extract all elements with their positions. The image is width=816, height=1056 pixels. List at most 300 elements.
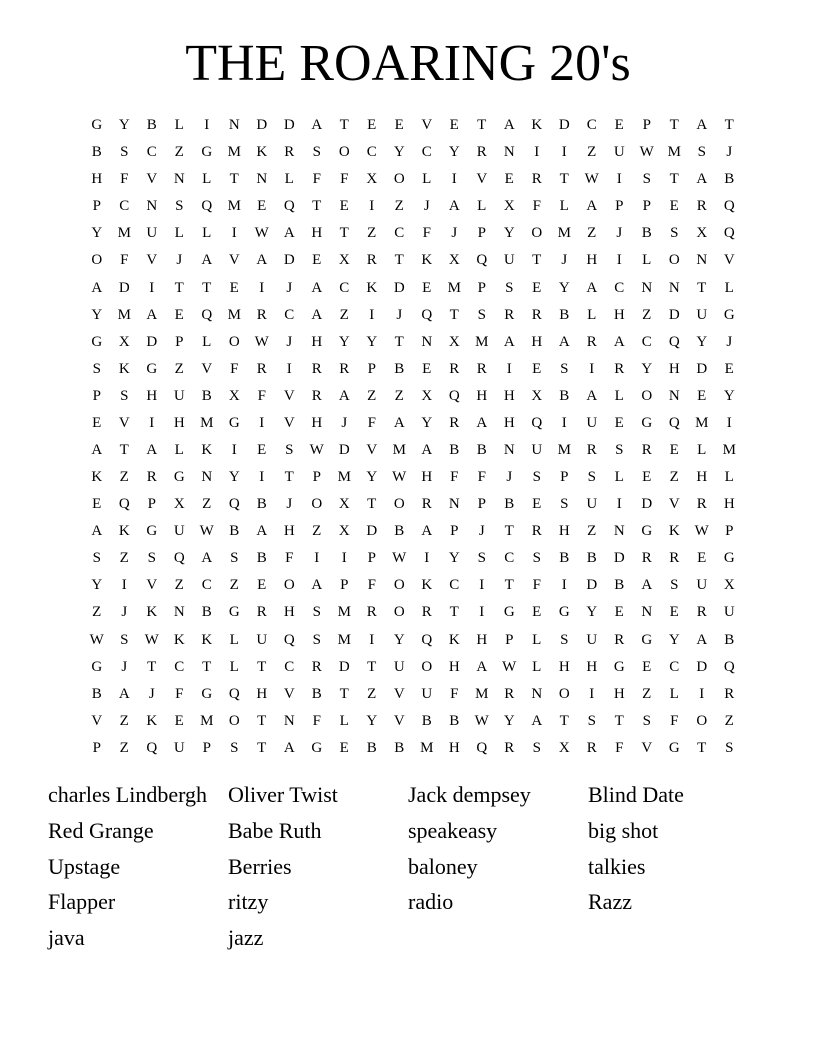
grid-letter: I: [424, 550, 430, 567]
grid-letter: E: [92, 414, 102, 431]
grid-letter: U: [696, 577, 708, 594]
grid-letter: B: [449, 441, 460, 458]
word-list-item: Razz: [588, 889, 632, 915]
grid-letter: Y: [91, 306, 103, 323]
grid-letter: G: [173, 469, 185, 486]
grid-letter: I: [616, 496, 622, 513]
grid-letter: A: [613, 333, 625, 350]
word-search-grid: [83, 112, 743, 762]
grid-letter: B: [559, 387, 570, 404]
grid-letter: C: [504, 550, 515, 567]
grid-letter: E: [614, 117, 624, 134]
grid-letter: Q: [421, 631, 433, 648]
grid-row: [83, 383, 743, 410]
grid-letter: J: [396, 306, 403, 323]
grid-letter: G: [613, 658, 625, 675]
word-list-item: Jack dempsey: [408, 782, 531, 807]
grid-letter: S: [615, 441, 624, 458]
grid-letter: V: [366, 441, 378, 458]
grid-letter: R: [256, 360, 267, 377]
grid-letter: E: [312, 252, 322, 269]
grid-letter: X: [723, 577, 735, 594]
grid-letter: O: [531, 225, 543, 242]
grid-letter: J: [423, 198, 430, 215]
grid-letter: D: [613, 550, 625, 567]
grid-letter: B: [559, 306, 570, 323]
grid-letter: M: [447, 279, 461, 296]
grid-letter: W: [392, 469, 407, 486]
grid-letter: D: [256, 117, 268, 134]
grid-letter: O: [283, 577, 295, 594]
grid-letter: N: [531, 685, 543, 702]
grid-row: [83, 491, 743, 518]
grid-letter: F: [422, 225, 431, 242]
grid-letter: I: [561, 414, 567, 431]
grid-letter: Q: [201, 306, 213, 323]
grid-letter: Q: [283, 631, 295, 648]
grid-letter: L: [532, 631, 542, 648]
grid-letter: M: [117, 306, 131, 323]
grid-letter: O: [228, 333, 240, 350]
grid-letter: F: [257, 387, 266, 404]
grid-letter: Z: [229, 577, 239, 594]
grid-letter: X: [696, 225, 708, 242]
grid-letter: A: [531, 712, 543, 729]
grid-row: [83, 708, 743, 735]
grid-letter: Q: [118, 496, 130, 513]
grid-letter: Z: [119, 712, 129, 729]
grid-letter: V: [283, 387, 295, 404]
grid-letter: V: [421, 117, 433, 134]
grid-letter: T: [449, 306, 459, 323]
grid-row: [83, 193, 743, 220]
grid-letter: Z: [119, 550, 129, 567]
grid-letter: L: [339, 712, 349, 729]
grid-letter: C: [366, 144, 377, 161]
grid-letter: Y: [503, 712, 515, 729]
grid-letter: R: [476, 360, 487, 377]
grid-letter: H: [503, 387, 515, 404]
grid-letter: L: [642, 252, 652, 269]
grid-letter: Q: [283, 198, 295, 215]
grid-letter: O: [91, 252, 103, 269]
grid-letter: S: [175, 198, 184, 215]
grid-letter: O: [421, 658, 433, 675]
grid-letter: U: [173, 387, 185, 404]
grid-letter: T: [147, 658, 157, 675]
grid-letter: Y: [696, 333, 708, 350]
grid-letter: M: [420, 739, 434, 756]
grid-letter: T: [367, 658, 377, 675]
grid-letter: R: [531, 171, 542, 188]
grid-letter: T: [504, 523, 514, 540]
grid-letter: S: [92, 360, 101, 377]
grid-letter: X: [118, 333, 130, 350]
grid-letter: D: [118, 279, 130, 296]
grid-letter: F: [477, 469, 486, 486]
grid-letter: M: [200, 414, 214, 431]
grid-letter: S: [285, 441, 294, 458]
grid-letter: I: [259, 279, 265, 296]
grid-letter: S: [312, 144, 321, 161]
grid-letter: T: [284, 469, 294, 486]
grid-letter: E: [697, 550, 707, 567]
grid-letter: S: [477, 306, 486, 323]
grid-letter: A: [421, 523, 433, 540]
grid-letter: R: [586, 441, 597, 458]
grid-letter: T: [367, 496, 377, 513]
grid-letter: K: [91, 469, 103, 486]
word-list-item: talkies: [588, 853, 646, 879]
grid-letter: C: [394, 225, 405, 242]
grid-letter: I: [589, 360, 595, 377]
grid-letter: E: [174, 306, 184, 323]
grid-letter: Z: [367, 685, 377, 702]
grid-letter: Z: [642, 306, 652, 323]
word-list-item: Berries: [228, 853, 292, 879]
grid-letter: K: [201, 441, 213, 458]
grid-letter: G: [503, 604, 515, 621]
grid-letter: J: [451, 225, 458, 242]
grid-letter: G: [91, 117, 103, 134]
grid-letter: D: [283, 252, 295, 269]
grid-letter: Z: [174, 577, 184, 594]
grid-letter: N: [503, 441, 515, 458]
grid-letter: U: [393, 658, 405, 675]
grid-letter: Y: [448, 550, 460, 567]
grid-letter: U: [586, 496, 598, 513]
grid-letter: Q: [201, 198, 213, 215]
grid-letter: M: [667, 144, 681, 161]
grid-letter: D: [366, 523, 378, 540]
grid-letter: V: [118, 414, 130, 431]
grid-letter: Q: [668, 333, 680, 350]
grid-letter: Z: [642, 685, 652, 702]
grid-letter: F: [450, 685, 459, 702]
grid-letter: Y: [91, 225, 103, 242]
grid-letter: H: [696, 469, 708, 486]
grid-letter: Q: [723, 198, 735, 215]
grid-letter: G: [146, 360, 158, 377]
grid-letter: O: [641, 387, 653, 404]
grid-letter: J: [561, 252, 568, 269]
grid-letter: E: [614, 414, 624, 431]
grid-letter: A: [146, 441, 158, 458]
grid-letter: M: [475, 333, 489, 350]
grid-letter: V: [393, 712, 405, 729]
grid-letter: P: [92, 198, 101, 215]
grid-letter: B: [91, 144, 102, 161]
grid-letter: Y: [558, 279, 570, 296]
grid-letter: I: [314, 550, 320, 567]
grid-row: [83, 626, 743, 653]
grid-letter: W: [309, 441, 324, 458]
grid-row: [83, 464, 743, 491]
grid-letter: Y: [448, 144, 460, 161]
grid-letter: X: [421, 387, 433, 404]
grid-letter: J: [286, 496, 293, 513]
grid-letter: B: [311, 685, 322, 702]
grid-row: [83, 329, 743, 356]
grid-letter: E: [532, 360, 542, 377]
grid-letter: X: [448, 333, 460, 350]
grid-letter: G: [201, 685, 213, 702]
grid-letter: B: [256, 496, 267, 513]
grid-letter: R: [421, 496, 432, 513]
grid-letter: X: [338, 523, 350, 540]
grid-letter: P: [340, 577, 349, 594]
grid-letter: R: [614, 631, 625, 648]
grid-letter: Q: [421, 306, 433, 323]
grid-letter: F: [230, 360, 239, 377]
grid-letter: U: [173, 523, 185, 540]
grid-letter: V: [146, 171, 158, 188]
grid-letter: E: [642, 658, 652, 675]
grid-letter: R: [256, 306, 267, 323]
grid-letter: A: [91, 523, 103, 540]
grid-letter: S: [505, 279, 514, 296]
grid-letter: I: [616, 171, 622, 188]
grid-letter: I: [231, 225, 237, 242]
word-list-item: charles Lindbergh: [48, 782, 208, 807]
grid-letter: U: [586, 631, 598, 648]
grid-row: [83, 410, 743, 437]
grid-letter: R: [449, 360, 460, 377]
grid-letter: D: [283, 117, 295, 134]
grid-letter: V: [146, 577, 158, 594]
grid-letter: R: [504, 739, 515, 756]
grid-letter: I: [726, 414, 732, 431]
grid-letter: Y: [366, 712, 378, 729]
grid-letter: R: [641, 441, 652, 458]
grid-letter: O: [668, 252, 680, 269]
grid-letter: N: [668, 387, 680, 404]
grid-letter: H: [503, 414, 515, 431]
grid-letter: R: [284, 144, 295, 161]
grid-letter: R: [146, 469, 157, 486]
grid-letter: F: [532, 198, 541, 215]
grid-letter: H: [723, 496, 735, 513]
grid-letter: H: [586, 252, 598, 269]
grid-letter: J: [341, 414, 348, 431]
grid-letter: M: [200, 712, 214, 729]
grid-letter: D: [668, 306, 680, 323]
grid-letter: F: [532, 577, 541, 594]
grid-letter: S: [532, 739, 541, 756]
grid-letter: J: [121, 604, 128, 621]
grid-letter: M: [337, 604, 351, 621]
grid-letter: T: [202, 658, 212, 675]
grid-letter: T: [174, 279, 184, 296]
grid-letter: C: [284, 306, 295, 323]
grid-letter: L: [229, 658, 239, 675]
grid-letter: X: [228, 387, 240, 404]
grid-letter: S: [642, 171, 651, 188]
grid-letter: C: [614, 279, 625, 296]
grid-letter: Z: [339, 306, 349, 323]
grid-letter: B: [146, 117, 157, 134]
grid-letter: O: [696, 712, 708, 729]
grid-letter: L: [202, 171, 212, 188]
grid-letter: K: [173, 631, 185, 648]
grid-letter: T: [257, 712, 267, 729]
grid-letter: G: [723, 550, 735, 567]
grid-letter: W: [254, 225, 269, 242]
grid-letter: V: [91, 712, 103, 729]
grid-letter: A: [696, 631, 708, 648]
grid-letter: X: [366, 171, 378, 188]
grid-letter: D: [558, 117, 570, 134]
grid-letter: A: [91, 279, 103, 296]
grid-letter: J: [616, 225, 623, 242]
grid-letter: E: [339, 739, 349, 756]
grid-letter: G: [228, 604, 240, 621]
grid-letter: R: [256, 604, 267, 621]
grid-letter: N: [503, 144, 515, 161]
grid-letter: L: [229, 631, 239, 648]
grid-letter: Z: [312, 523, 322, 540]
grid-letter: B: [201, 387, 212, 404]
grid-row: [83, 518, 743, 545]
grid-letter: N: [641, 604, 653, 621]
grid-letter: H: [256, 685, 268, 702]
grid-letter: Y: [641, 360, 653, 377]
word-list-item: jazz: [228, 925, 264, 951]
grid-letter: T: [504, 577, 514, 594]
grid-letter: A: [696, 117, 708, 134]
grid-letter: W: [502, 658, 517, 675]
grid-letter: L: [174, 225, 184, 242]
grid-letter: R: [504, 306, 515, 323]
grid-letter: S: [560, 631, 569, 648]
grid-letter: Y: [421, 414, 433, 431]
grid-letter: V: [201, 360, 213, 377]
grid-letter: W: [584, 171, 599, 188]
grid-letter: T: [614, 712, 624, 729]
grid-letter: U: [586, 414, 598, 431]
grid-letter: X: [448, 252, 460, 269]
grid-letter: H: [558, 523, 570, 540]
grid-letter: S: [120, 144, 129, 161]
grid-letter: T: [202, 279, 212, 296]
grid-letter: Y: [91, 577, 103, 594]
grid-letter: R: [421, 604, 432, 621]
grid-letter: D: [146, 333, 158, 350]
grid-letter: M: [475, 685, 489, 702]
grid-letter: U: [146, 225, 158, 242]
grid-letter: N: [173, 604, 185, 621]
grid-letter: I: [149, 414, 155, 431]
grid-letter: B: [586, 550, 597, 567]
grid-letter: J: [148, 685, 155, 702]
grid-letter: P: [477, 225, 486, 242]
grid-letter: I: [369, 631, 375, 648]
grid-letter: U: [503, 252, 515, 269]
grid-letter: G: [201, 144, 213, 161]
grid-letter: A: [558, 333, 570, 350]
grid-letter: O: [311, 496, 323, 513]
grid-letter: G: [641, 414, 653, 431]
grid-letter: B: [724, 171, 735, 188]
grid-letter: T: [257, 739, 267, 756]
grid-letter: N: [613, 523, 625, 540]
grid-letter: P: [147, 496, 156, 513]
grid-letter: F: [312, 712, 321, 729]
grid-letter: R: [449, 414, 460, 431]
grid-letter: M: [695, 414, 709, 431]
grid-letter: I: [369, 306, 375, 323]
word-list-item: big shot: [588, 817, 659, 843]
grid-letter: G: [91, 658, 103, 675]
word-list-item: Babe Ruth: [228, 817, 322, 843]
grid-letter: P: [615, 198, 624, 215]
grid-letter: K: [668, 523, 680, 540]
grid-letter: J: [286, 279, 293, 296]
grid-letter: E: [669, 441, 679, 458]
grid-letter: R: [366, 252, 377, 269]
grid-letter: C: [641, 333, 652, 350]
grid-letter: I: [369, 198, 375, 215]
grid-letter: M: [117, 225, 131, 242]
grid-letter: G: [228, 414, 240, 431]
grid-row: [83, 302, 743, 329]
grid-letter: D: [641, 496, 653, 513]
grid-letter: I: [479, 604, 485, 621]
grid-letter: T: [449, 604, 459, 621]
grid-letter: O: [228, 712, 240, 729]
grid-letter: E: [532, 496, 542, 513]
grid-letter: P: [367, 550, 376, 567]
grid-letter: M: [557, 225, 571, 242]
grid-letter: Z: [367, 225, 377, 242]
grid-letter: U: [421, 685, 433, 702]
grid-letter: Z: [587, 144, 597, 161]
grid-letter: I: [479, 577, 485, 594]
grid-letter: E: [394, 117, 404, 134]
grid-letter: N: [448, 496, 460, 513]
grid-letter: I: [341, 550, 347, 567]
grid-letter: T: [724, 117, 734, 134]
grid-letter: V: [668, 496, 680, 513]
grid-letter: E: [614, 604, 624, 621]
grid-letter: K: [146, 604, 158, 621]
grid-letter: Q: [476, 739, 488, 756]
grid-letter: Z: [202, 496, 212, 513]
grid-letter: S: [560, 360, 569, 377]
grid-letter: W: [694, 523, 709, 540]
grid-letter: C: [339, 279, 350, 296]
grid-letter: N: [696, 252, 708, 269]
grid-letter: Y: [338, 333, 350, 350]
grid-letter: S: [560, 496, 569, 513]
grid-letter: T: [257, 658, 267, 675]
grid-letter: X: [173, 496, 185, 513]
grid-letter: W: [144, 631, 159, 648]
grid-letter: F: [367, 414, 376, 431]
grid-letter: W: [639, 144, 654, 161]
grid-letter: P: [477, 496, 486, 513]
grid-letter: B: [394, 360, 405, 377]
grid-letter: L: [422, 171, 432, 188]
grid-letter: J: [286, 333, 293, 350]
grid-letter: N: [228, 117, 240, 134]
grid-letter: E: [257, 577, 267, 594]
grid-letter: E: [339, 198, 349, 215]
grid-letter: X: [558, 739, 570, 756]
grid-letter: M: [337, 631, 351, 648]
grid-row: [83, 572, 743, 599]
grid-letter: A: [476, 658, 488, 675]
